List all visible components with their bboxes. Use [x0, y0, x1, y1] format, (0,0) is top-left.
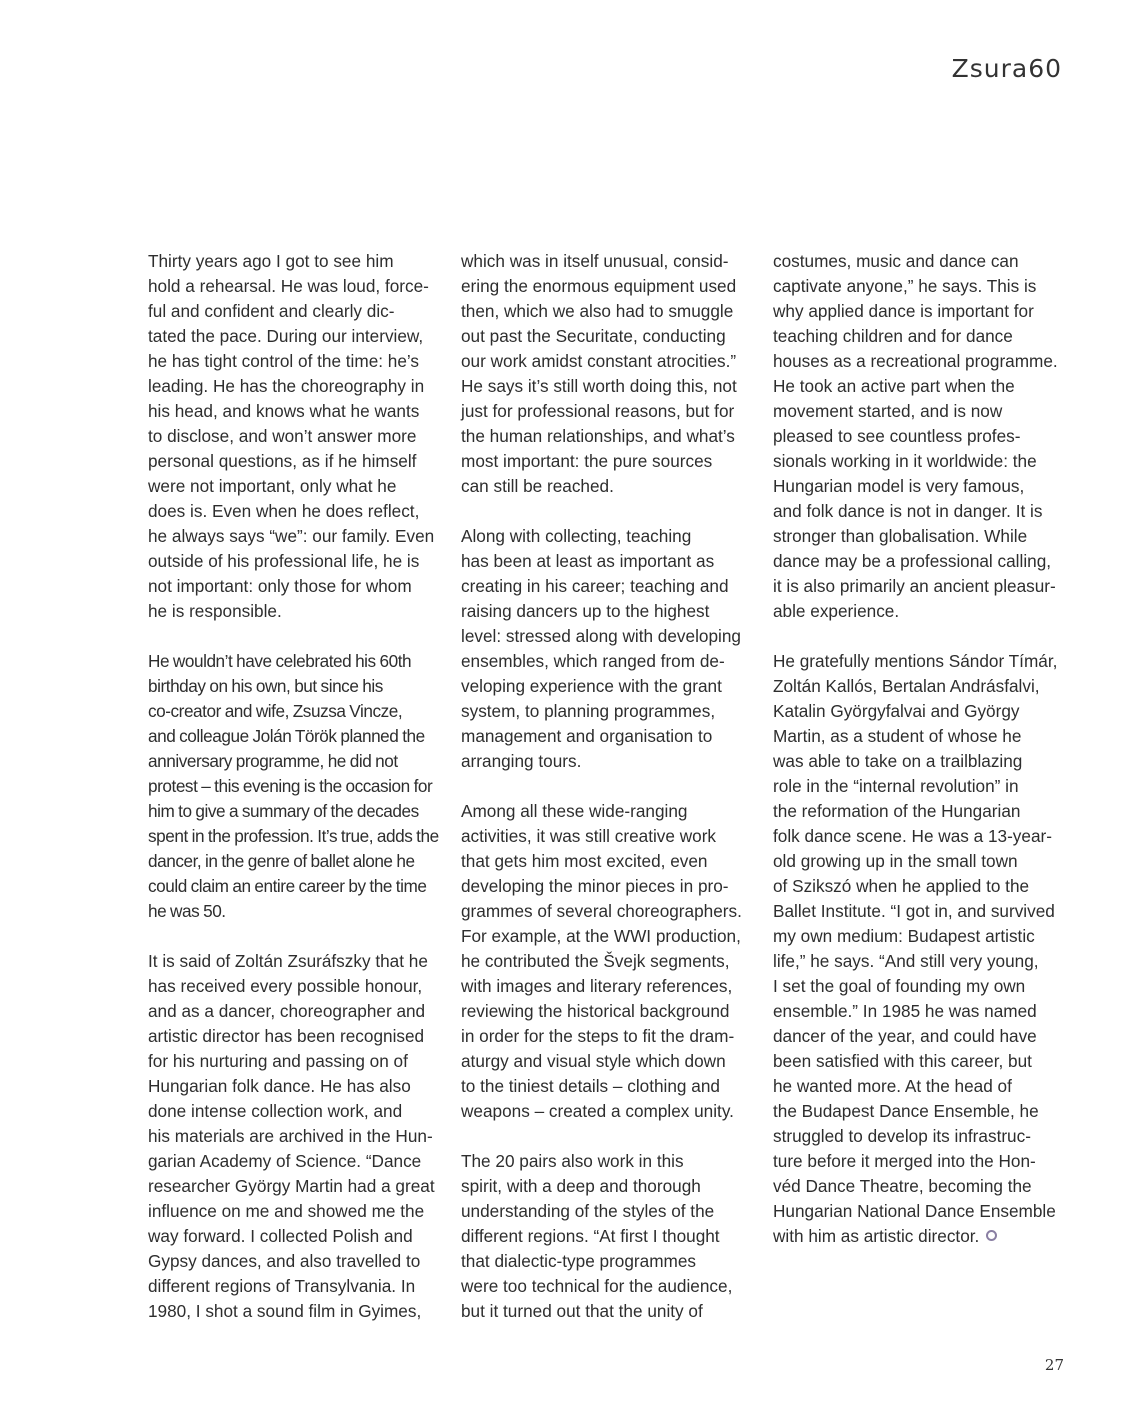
paragraph: which was in itself unusual, consid- ering the enormous equipment used then, which we also had to smuggle out past the Securitate, conducting our work amidst constant atrocities.” He says it’s still worth doing this, not just for professional reasons, but for the human relationships, and what’s most important: the pure sources can still be reached. [461, 251, 737, 496]
paragraph: The 20 pairs also work in this spirit, with a deep and thorough understanding of the styles of the different regions. “At first I thought that dialectic-type programmes were too technical for the audience, but it turned out that the unity of [461, 1151, 733, 1321]
page-header-title: Zsura60 [951, 54, 1062, 83]
final-paragraph [773, 649, 1065, 1249]
end-of-article-circle-icon [986, 1230, 997, 1241]
article-column-3 [773, 249, 1065, 1274]
final-paragraph-text: He gratefully mentions Sándor Tímár, Zoltán Kallós, Bertalan Andrásfalvi, Katalin Györgyfalvai and György Martin, as a student of whose he was able to take on a trailblazing role in the “internal revolution” in the reformation of the Hungarian folk dance scene. He was a 13-year- old growing up in the small town of Szikszó when he applied to the Ballet Institute. “I got in, and survived my own medium: Budapest artistic life,” he says. “And still very young, I set the goal of founding my own ensemble.” In 1985 he was named dancer of the year, and could have been satisfied with this career, but he wanted more. At the head of the Budapest Dance Ensemble, he struggled to develop its infrastruc- ture before it merged into the Hon- véd Dance Theatre, becoming the Hungarian National Dance Ensemble with him as artistic director. [773, 651, 1058, 1246]
paragraph: Along with collecting, teaching has been at least as important as creating in his career; teaching and raising dancers up to the highest level: stressed along with developing ensembles, which ranged from de- veloping experience with the grant system, to planning programmes, management and organisation to arranging tours. [461, 526, 741, 771]
paragraph: It is said of Zoltán Zsuráfszky that he has received every possible honour, and as a dancer, choreographer and artistic director has been recognised for his nurturing and passing on of Hungarian folk dance. He has also done intense collection work, and his materials are archived in the Hun- garian Academy of Science. “Dance researcher György Martin had a great influence on me and showed me the way forward. I collected Polish and Gypsy dances, and also travelled to different regions of Transylvania. In 1980, I shot a sound film in Gyimes, [148, 951, 435, 1321]
article-column-2 [461, 249, 753, 1349]
paragraph: Thirty years ago I got to see him hold a rehearsal. He was loud, force- ful and confident and clearly dic- tated the pace. During our interview, he has tight control of the time: he’s leading. He has the choreography in his head, and knows what he wants to disclose, and won’t answer more personal questions, as if he himself were not important, only what he does is. Even when he does reflect, he always says “we”: our family. Even outside of his professional life, he is not important: only those for whom he is responsible. [148, 251, 435, 621]
page-number: 27 [1044, 1356, 1064, 1374]
paragraph: costumes, music and dance can captivate anyone,” he says. This is why applied dance is important for teaching children and for dance houses as a recreational programme. He took an active part when the movement started, and is now pleased to see countless profes- sionals working in it worldwide: the Hungarian model is very famous, and folk dance is not in danger. It is stronger than globalisation. While dance may be a professional calling, it is also primarily an ancient pleasur- able experience. [773, 251, 1058, 621]
paragraph: He wouldn’t have celebrated his 60th birthday on his own, but since his co-creator and wife, Zsuzsa Vincze, and colleague Jolán Török planned the anniversary programme, he did not protest – this evening is the occasion for him to give a summary of the decades spent in the profession. It’s true, adds the dancer, in the genre of ballet alone he could claim an entire career by the time he was 50. [148, 651, 439, 921]
paragraph: Among all these wide-ranging activities, it was still creative work that gets him most excited, even developing the minor pieces in pro- grammes of several choreographers. For example, at the WWI production, he contributed the Švejk segments, with images and literary references, reviewing the historical background in order for the steps to fit the dram- aturgy and visual style which down to the tiniest details – clothing and weapons – created a complex unity. [461, 801, 742, 1121]
article-column-1 [148, 249, 440, 1349]
